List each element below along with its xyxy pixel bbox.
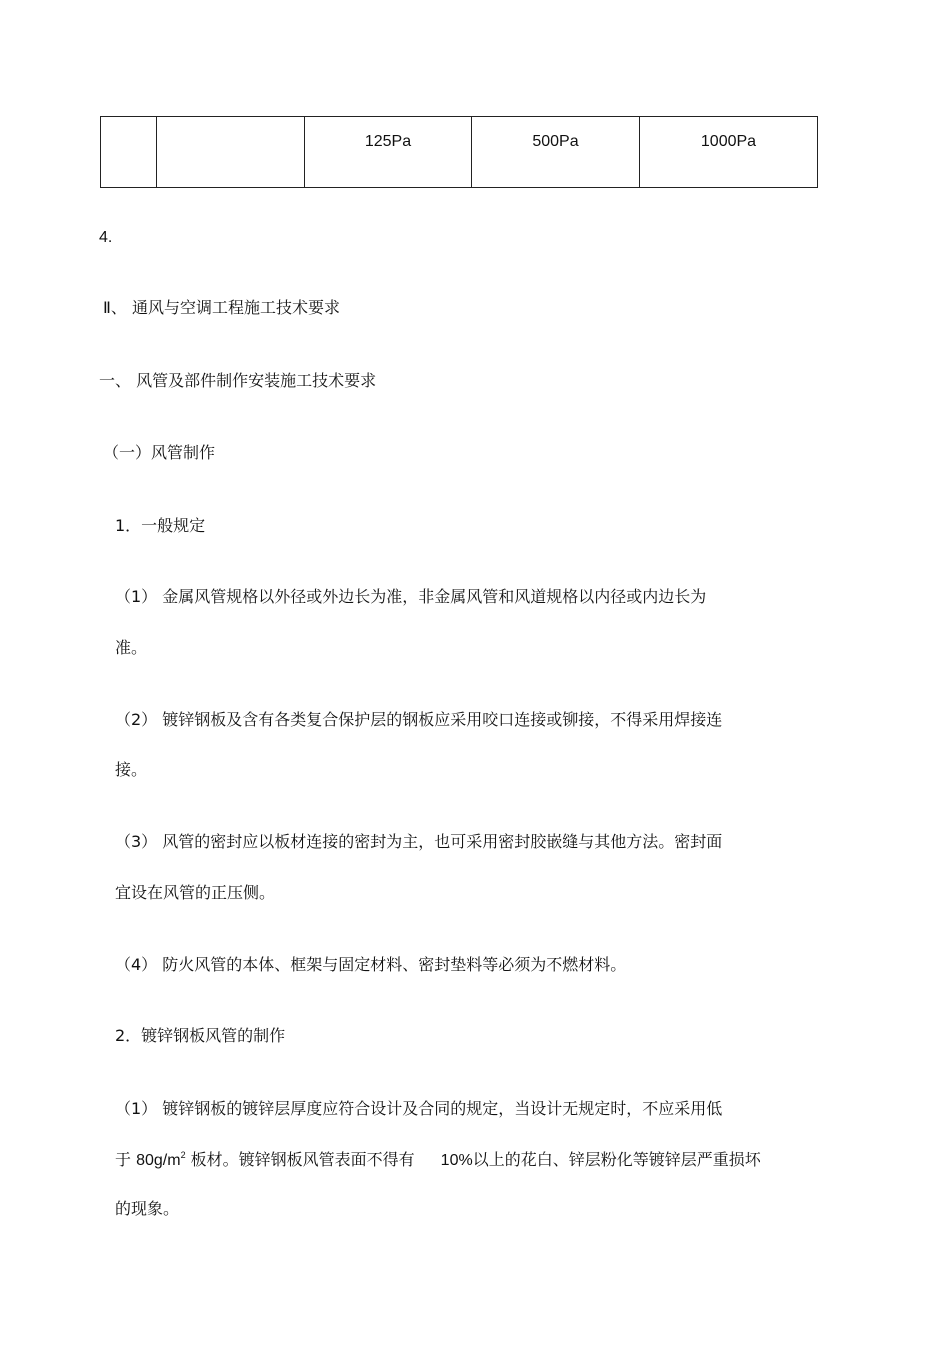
table-row xyxy=(101,117,818,188)
paragraph-line: 准。 xyxy=(115,638,148,657)
paragraph-line: （2） 镀锌钢板及含有各类复合保护层的钢板应采用咬口连接或铆接，不得采用焊接连 xyxy=(115,710,723,729)
subsection-heading: （一）风管制作 xyxy=(103,443,216,462)
paragraph-line: 接。 xyxy=(115,760,148,779)
table-cell xyxy=(101,117,157,188)
paragraph-line: 的现象。 xyxy=(115,1199,180,1218)
table-cell-125pa: 125Pa xyxy=(305,117,472,188)
paragraph-line: 于 $80g/m^2$ 板材。镀锌钢板风管表面不得有 10%以上的花白、锌层粉化等镀锌层严重损坏 xyxy=(115,1150,761,1169)
paragraph-line: （3） 风管的密封应以板材连接的密封为主，也可采用密封胶嵌缝与其他方法。密封面 xyxy=(115,832,723,851)
item-heading-general: 1．一般规定 xyxy=(115,516,206,535)
section-heading: Ⅱ、 通风与空调工程施工技术要求 xyxy=(103,298,340,317)
item-heading-galvanized: 2．镀锌钢板风管的制作 xyxy=(115,1026,286,1045)
table-cell xyxy=(157,117,305,188)
section-subheading: 一、 风管及部件制作安装施工技术要求 xyxy=(99,371,377,390)
paragraph-line: 宜设在风管的正压侧。 xyxy=(115,883,276,902)
table-cell-1000pa: 1000Pa xyxy=(640,117,818,188)
item-number-4: 4. xyxy=(99,229,113,246)
pressure-table xyxy=(100,116,818,188)
paragraph-line: （1） 金属风管规格以外径或外边长为准，非金属风管和风道规格以内径或内边长为 xyxy=(115,587,707,606)
paragraph-line: （4） 防火风管的本体、框架与固定材料、密封垫料等必须为不燃材料。 xyxy=(115,955,627,974)
table-cell-500pa: 500Pa xyxy=(472,117,640,188)
paragraph-line: （1） 镀锌钢板的镀锌层厚度应符合设计及合同的规定，当设计无规定时，不应采用低 xyxy=(115,1099,723,1118)
